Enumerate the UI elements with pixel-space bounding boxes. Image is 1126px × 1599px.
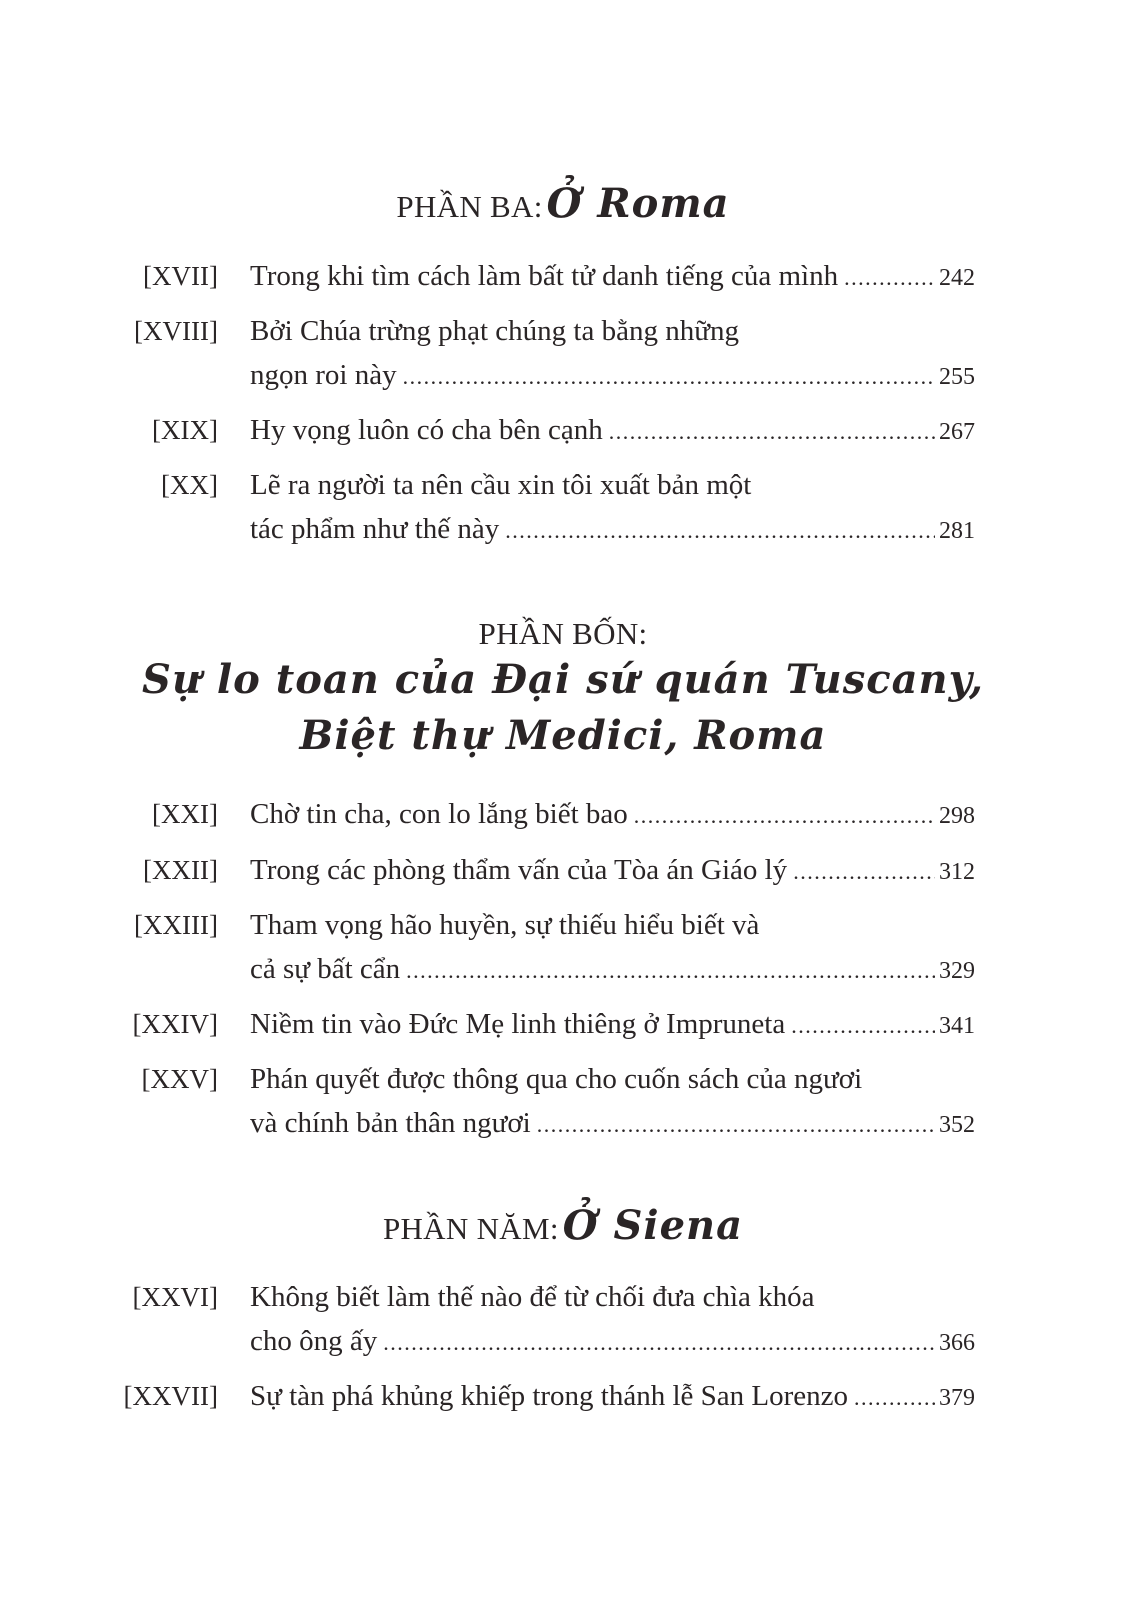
part-five-label: PHẦN NĂM: xyxy=(382,1211,559,1246)
chapter-number: [XVIII] xyxy=(134,316,218,346)
chapter-title-line: Tham vọng hão huyền, sự thiếu hiểu biết và xyxy=(250,909,760,941)
page-number: 329 xyxy=(939,958,975,984)
leader-dots xyxy=(609,410,935,454)
leader-dots xyxy=(403,355,935,399)
chapter-number: [XXIV] xyxy=(132,1009,218,1039)
chapter-title-line: cả sự bất cẩn xyxy=(250,953,401,985)
page-number: 255 xyxy=(939,364,975,390)
chapter-title-line: Không biết làm thế nào để từ chối đưa chìa khóa xyxy=(250,1281,815,1313)
part-three-heading xyxy=(0,180,1126,228)
chapter-number: [XXIII] xyxy=(134,910,218,940)
chapter-title-line: và chính bản thân ngươi xyxy=(250,1107,531,1139)
chapter-title-line: Trong khi tìm cách làm bất tử danh tiếng của mình xyxy=(250,260,839,292)
chapter-title-line: Trong các phòng thẩm vấn của Tòa án Giáo lý xyxy=(250,854,788,886)
chapter-number: [XXV] xyxy=(141,1064,218,1094)
leader-dots xyxy=(634,794,935,838)
chapter-number: [XIX] xyxy=(152,415,218,445)
page-number: 281 xyxy=(939,518,975,544)
chapter-title xyxy=(250,309,975,399)
chapter-title xyxy=(250,1057,975,1147)
page-number: 242 xyxy=(939,265,975,291)
chapter-title-line: ngọn roi này xyxy=(250,359,397,391)
chapter-number: [XXII] xyxy=(143,855,218,885)
part-five-heading xyxy=(0,1202,1126,1250)
chapter-title-line: Hy vọng luôn có cha bên cạnh xyxy=(250,414,603,446)
chapter-title-line: Sự tàn phá khủng khiếp trong thánh lễ San Lorenzo xyxy=(250,1380,849,1412)
part-four-title-line-1: Sự lo toan của Đại sứ quán Tuscany, xyxy=(142,656,984,704)
chapter-title xyxy=(250,408,975,454)
chapter-number: [XX] xyxy=(161,470,218,500)
page-number: 379 xyxy=(939,1385,975,1411)
part-three-label: PHẦN BA: xyxy=(396,189,543,224)
chapter-number: [XXI] xyxy=(152,799,218,829)
chapter-title-line: Niềm tin vào Đức Mẹ linh thiêng ở Impruneta xyxy=(250,1008,786,1040)
part-four-heading xyxy=(0,615,1126,764)
leader-dots xyxy=(383,1321,935,1365)
chapter-title-line: cho ông ấy xyxy=(250,1325,378,1357)
part-three-title: Ở Roma xyxy=(546,180,730,227)
chapter-title xyxy=(250,1374,975,1420)
chapter-title xyxy=(250,1002,975,1048)
page-number: 312 xyxy=(939,859,975,885)
chapter-title xyxy=(250,463,975,553)
chapter-title-line: tác phẩm như thế này xyxy=(250,513,500,545)
chapter-title xyxy=(250,254,975,300)
leader-dots xyxy=(537,1103,935,1147)
chapter-title-line: Lẽ ra người ta nên cầu xin tôi xuất bản một xyxy=(250,469,752,501)
page-number: 267 xyxy=(939,419,975,445)
page-number: 366 xyxy=(939,1330,975,1356)
chapter-title xyxy=(250,848,975,894)
leader-dots xyxy=(505,509,935,553)
chapter-title xyxy=(250,792,975,838)
chapter-title-line: Phán quyết được thông qua cho cuốn sách của ngươi xyxy=(250,1063,863,1095)
part-four-title-line-2: Biệt thự Medici, Roma xyxy=(299,712,827,760)
chapter-number: [XXVI] xyxy=(132,1282,218,1312)
chapter-title-line: Chờ tin cha, con lo lắng biết bao xyxy=(250,798,628,830)
page-number: 298 xyxy=(939,803,975,829)
leader-dots xyxy=(406,949,935,993)
leader-dots xyxy=(844,256,935,300)
part-five-title: Ở Siena xyxy=(562,1202,744,1249)
leader-dots xyxy=(793,850,935,894)
leader-dots xyxy=(791,1004,935,1048)
leader-dots xyxy=(854,1376,935,1420)
page-number: 352 xyxy=(939,1112,975,1138)
chapter-title-line: Bởi Chúa trừng phạt chúng ta bằng những xyxy=(250,315,739,347)
chapter-number: [XVII] xyxy=(143,261,218,291)
page-number: 341 xyxy=(939,1013,975,1039)
chapter-title xyxy=(250,903,975,993)
chapter-number: [XXVII] xyxy=(123,1381,218,1411)
part-four-label: PHẦN BỐN: xyxy=(478,616,648,651)
chapter-title xyxy=(250,1275,975,1365)
